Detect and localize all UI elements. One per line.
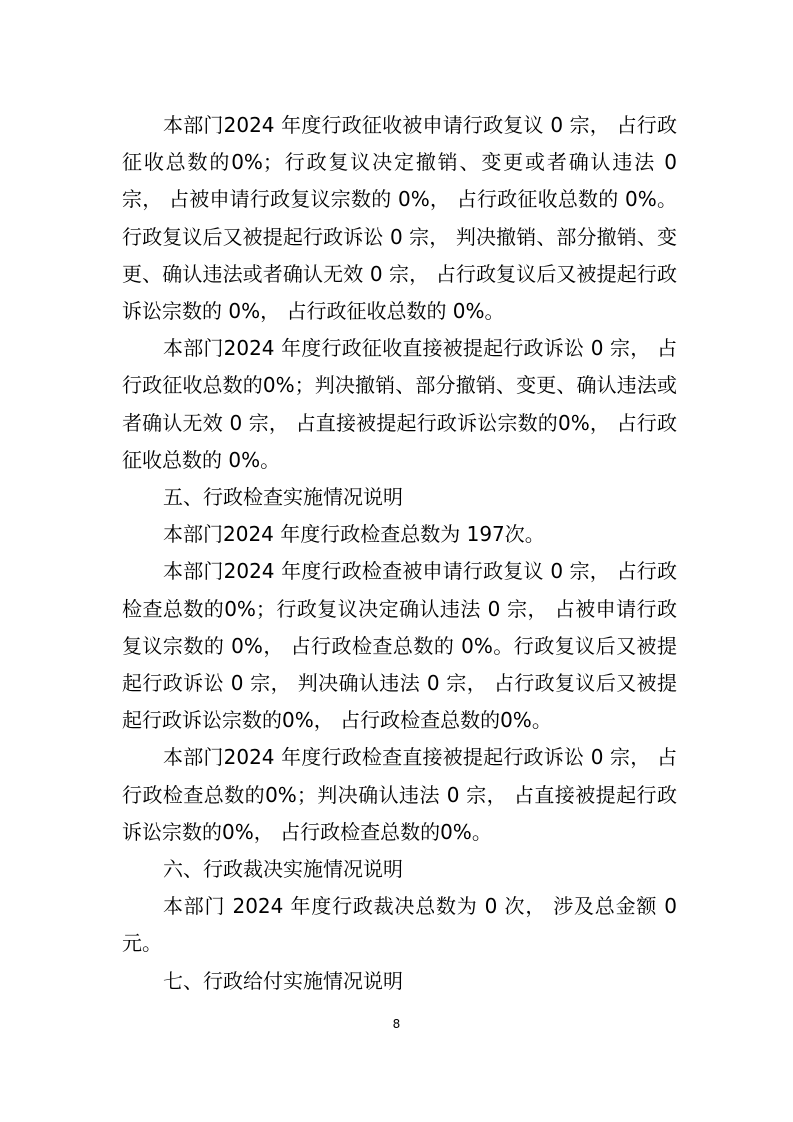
- paragraph-levy-litigation: 本部门2024 年度行政征收直接被提起行政诉讼 0 宗， 占行政征收总数的0%；判决撤销、部分撤销、变更、确认违法或者确认无效 0 宗， 占直接被提起行政诉讼宗数的0%， 占行政征收总数的 0%。: [122, 336, 677, 472]
- paragraph-adjudication-total: 本部门 2024 年度行政裁决总数为 0 次， 涉及总金额 0 元。: [122, 894, 677, 956]
- body-text: [122, 107, 677, 1000]
- section-heading-payment: 七、行政给付实施情况说明: [163, 968, 403, 993]
- paragraph-inspection-litigation: 本部门2024 年度行政检查直接被提起行政诉讼 0 宗， 占行政检查总数的0%；判决确认违法 0 宗， 占直接被提起行政诉讼宗数的0%， 占行政检查总数的0%。: [122, 745, 677, 844]
- section-heading-inspection: 五、行政检查实施情况说明: [163, 485, 403, 510]
- paragraph-levy-reconsideration: 本部门2024 年度行政征收被申请行政复议 0 宗， 占行政征收总数的0%；行政复议决定撤销、变更或者确认违法 0 宗， 占被申请行政复议宗数的 0%， 占行政征收总数的 0%。行政复议后又被提起行政诉讼 0 宗， 判决撤销、部分撤销、变更、确认违法或者确认无效 0 宗， 占行政复议后又被提起行政诉讼宗数的 0%， 占行政征收总数的 0%。: [122, 113, 677, 324]
- page-number: 8: [392, 1017, 401, 1031]
- paragraph-inspection-total: 本部门2024 年度行政检查总数为 197次。: [163, 522, 545, 547]
- paragraph-inspection-reconsideration: 本部门2024 年度行政检查被申请行政复议 0 宗， 占行政检查总数的0%；行政复议决定确认违法 0 宗， 占被申请行政复议宗数的 0%， 占行政检查总数的 0%。行政复议后又被提起行政诉讼 0 宗， 判决确认违法 0 宗， 占行政复议后又被提起行政诉讼宗数的0%， 占行政检查总数的0%。: [122, 559, 677, 733]
- section-heading-adjudication: 六、行政裁决实施情况说明: [163, 857, 403, 882]
